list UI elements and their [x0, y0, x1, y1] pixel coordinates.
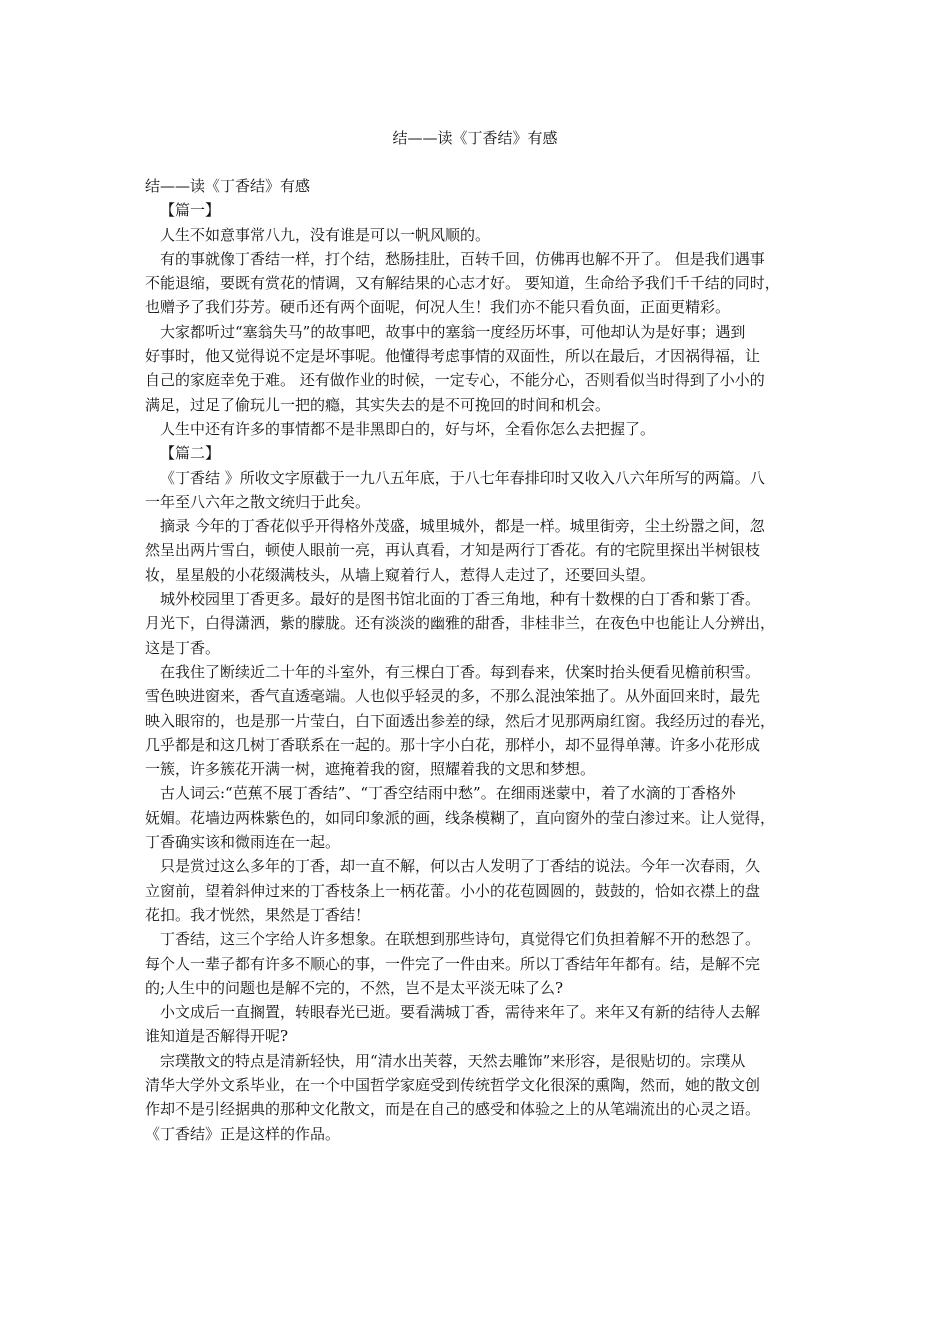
text-line: 然呈出两片雪白，顿使人眼前一亮，再认真看，才知是两行丁香花。有的宅院里探出半树银枝 [145, 541, 761, 560]
text-line: 城外校园里丁香更多。最好的是图书馆北面的丁香三角地，种有十数棵的白丁香和紫丁香。 [160, 590, 761, 609]
text-line: 也赠予了我们芬芳。硬币还有两个面呢，何况人生！我们亦不能只看负面，正面更精彩。 [145, 298, 731, 317]
text-line: 只是赏过这么多年的丁香，却一直不解，何以古人发明了丁香结的说法。今年一次春雨，久 [160, 857, 761, 876]
text-line: 有的事就像丁香结一样，打个结，愁肠挂肚，百转千回，仿佛再也解不开了。 但是我们遇事 [160, 249, 765, 268]
text-line: 在我住了断续近二十年的斗室外，有三棵白丁香。每到春来，伏案时抬头便看见檐前积雪。 [160, 662, 761, 681]
text-line: 每个人一辈子都有许多不顺心的事，一件完了一件由来。所以丁香结年年都有。结，是解不完 [145, 954, 761, 973]
text-line: 映入眼帘的，也是那一片莹白，白下面透出参差的绿，然后才见那两扇红窗。我经历过的春光， [145, 711, 776, 730]
text-line: 人生不如意事常八九，没有谁是可以一帆风顺的。 [160, 225, 491, 244]
text-line: 几乎都是和这几树丁香联系在一起的。那十字小白花，那样小，却不显得单薄。许多小花形成 [145, 735, 761, 754]
text-line: 《丁香结 》所收文字原截于一九八五年底，于八七年春排印时又收入八六年所写的两篇。八 [160, 468, 765, 487]
text-line: 古人词云:“芭蕉不展丁香结”、“丁香空结雨中愁”。在细雨迷蒙中，着了水滴的丁香格外 [160, 784, 736, 803]
text-line: 《丁香结》正是这样的作品。 [145, 1124, 341, 1143]
text-line: 摘录 今年的丁香花似乎开得格外茂盛，城里城外，都是一样。城里街旁，尘土纷嚣之间，忽 [160, 517, 765, 536]
text-line: 不能退缩，要既有赏花的情调，又有解结果的心志才好。 要知道，生命给予我们千千结的同时， [145, 274, 780, 293]
text-line: 一簇，许多簇花开满一树，遮掩着我的窗，照耀着我的文思和梦想。 [145, 760, 596, 779]
text-line: 妆，星星般的小花缀满枝头，从墙上窥着行人，惹得人走过了，还要回头望。 [145, 565, 656, 584]
section-heading-2: 【篇二】 [160, 444, 221, 463]
document-body [145, 174, 815, 1146]
document-title: 结——读《丁香结》有感 [392, 129, 558, 147]
text-line: 这是丁香。 [145, 638, 221, 657]
text-line: 大家都听过“塞翁失马”的故事吧，故事中的塞翁一度经历坏事，可他却认为是好事；遇到 [160, 322, 746, 341]
text-line: 人生中还有许多的事情都不是非黑即白的，好与坏，全看你怎么去把握了。 [160, 419, 656, 438]
document-subtitle: 结——读《丁香结》有感 [145, 177, 311, 195]
text-line: 花扣。我才恍然，果然是丁香结！ [145, 905, 371, 924]
text-line: 作却不是引经据典的那种文化散文，而是在自己的感受和体验之上的从笔端流出的心灵之语。 [145, 1100, 761, 1119]
text-line: 丁香结，这三个字给人许多想象。在联想到那些诗句，真觉得它们负担着解不开的愁怨了。 [160, 930, 761, 949]
text-line: 好事时，他又觉得说不定是坏事呢。他懂得考虑事情的双面性，所以在最后，才因祸得福，让 [145, 347, 761, 366]
text-line: 谁知道是否解得开呢? [145, 1027, 289, 1046]
text-line: 满足，过足了偷玩儿一把的瘾，其实失去的是不可挽回的时间和机会。 [145, 395, 611, 414]
text-line: 小文成后一直搁置，转眼春光已逝。要看满城丁香，需待来年了。来年又有新的结待人去解 [160, 1003, 761, 1022]
text-line: 雪色映进窗来，香气直透毫端。人也似乎轻灵的多，不那么混浊笨拙了。从外面回来时，最先 [145, 687, 761, 706]
text-line: 妩媚。花墙边两株紫色的，如同印象派的画，线条模糊了，直向窗外的莹白渗过来。让人觉得， [145, 808, 776, 827]
text-line: 的;人生中的问题也是解不完的，不然，岂不是太平淡无味了么? [145, 978, 564, 997]
section-heading-1: 【篇一】 [160, 201, 221, 220]
text-line: 宗璞散文的特点是清新轻快，用“清水出芙蓉，天然去雕饰”来形容，是很贴切的。宗璞从 [160, 1051, 746, 1070]
text-line: 自己的家庭幸免于难。 还有做作业的时候，一定专心，不能分心，否则看似当时得到了小小的 [145, 371, 765, 390]
text-line: 一年至八六年之散文统归于此矣。 [145, 492, 371, 511]
text-line: 立窗前，望着斜伸过来的丁香枝条上一柄花蕾。小小的花苞圆圆的，鼓鼓的，恰如衣襟上的盘 [145, 881, 761, 900]
text-line: 丁香确实该和微雨连在一起。 [145, 833, 341, 852]
text-line: 清华大学外文系毕业，在一个中国哲学家庭受到传统哲学文化很深的熏陶，然而，她的散文创 [145, 1075, 761, 1094]
text-line: 月光下，白得潇洒，紫的朦胧。还有淡淡的幽雅的甜香，非桂非兰，在夜色中也能让人分辨出， [145, 614, 776, 633]
